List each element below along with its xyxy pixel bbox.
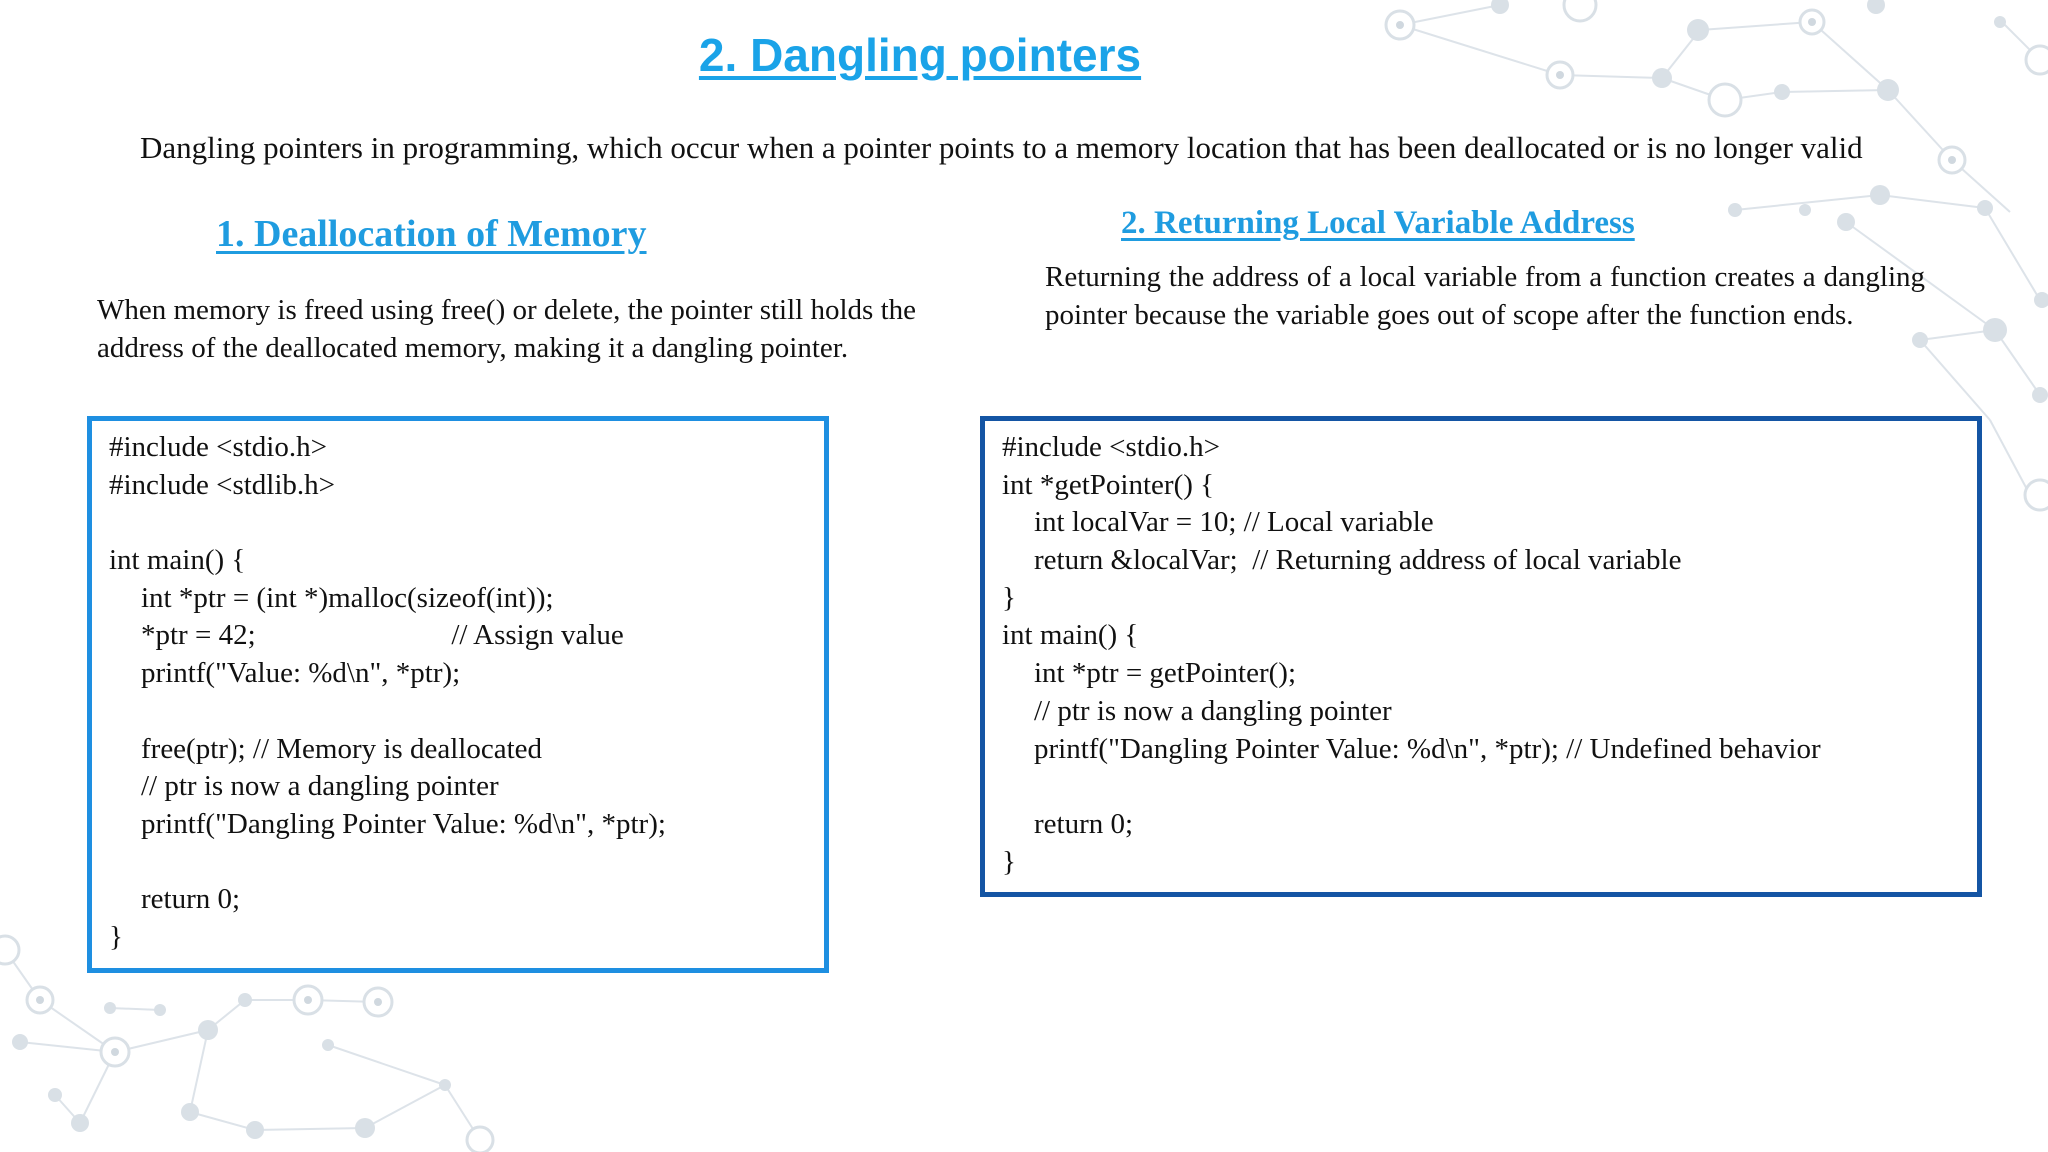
code-blank-line (109, 844, 824, 882)
intro-text: Dangling pointers in programming, which occur when a pointer points to a memory location that has been deallocated or is no longer valid (140, 130, 1863, 165)
code-line: } (1002, 581, 1016, 614)
code-line: return 0; (1034, 807, 1134, 840)
code-line: free(ptr); // Memory is deallocated (141, 732, 543, 765)
code-line: int localVar = 10; // Local variable (1034, 506, 1434, 539)
code-line: printf("Dangling Pointer Value: %d\n", *ptr); (141, 807, 666, 840)
code-block-deallocation (87, 416, 829, 973)
code-line: printf("Value: %d\n", *ptr); (141, 657, 461, 690)
section-description-deallocation: When memory is freed using free() or delete, the pointer still holds the address of the deallocated memory, making it a dangling pointer. (97, 294, 916, 364)
code-line: return 0; (141, 883, 241, 916)
code-line: printf("Dangling Pointer Value: %d\n", *ptr); // Undefined behavior (1034, 732, 1821, 765)
code-line: int *ptr = (int *)malloc(sizeof(int)); (141, 581, 554, 614)
code-line: return &localVar; // Returning address of local variable (1034, 544, 1682, 577)
code-line: // ptr is now a dangling pointer (1034, 694, 1392, 727)
code-blank-line (109, 693, 824, 731)
code-line: #include <stdlib.h> (109, 468, 336, 501)
section-description-local-address: Returning the address of a local variable from a function creates a dangling pointer because the variable goes out of scope after the function ends. (1045, 261, 1925, 331)
section-heading-deallocation: 1. Deallocation of Memory (216, 213, 647, 255)
code-line: int main() { (109, 544, 246, 577)
code-line: #include <stdio.h> (109, 431, 327, 463)
code-line: int main() { (1002, 619, 1139, 652)
code-line: #include <stdio.h> (1002, 431, 1220, 463)
code-line: } (109, 920, 123, 953)
code-block-local-address (980, 416, 1982, 897)
code-line: } (1002, 845, 1016, 878)
code-line: int *getPointer() { (1002, 468, 1215, 501)
code-line: *ptr = 42; // Assign value (141, 619, 624, 652)
section-heading-local-address: 2. Returning Local Variable Address (1121, 205, 1635, 241)
code-blank-line (1002, 768, 1977, 806)
code-line: // ptr is now a dangling pointer (141, 770, 499, 803)
page-title: 2. Dangling pointers (698, 29, 1142, 81)
code-blank-line (109, 504, 824, 542)
code-line: int *ptr = getPointer(); (1034, 657, 1297, 690)
